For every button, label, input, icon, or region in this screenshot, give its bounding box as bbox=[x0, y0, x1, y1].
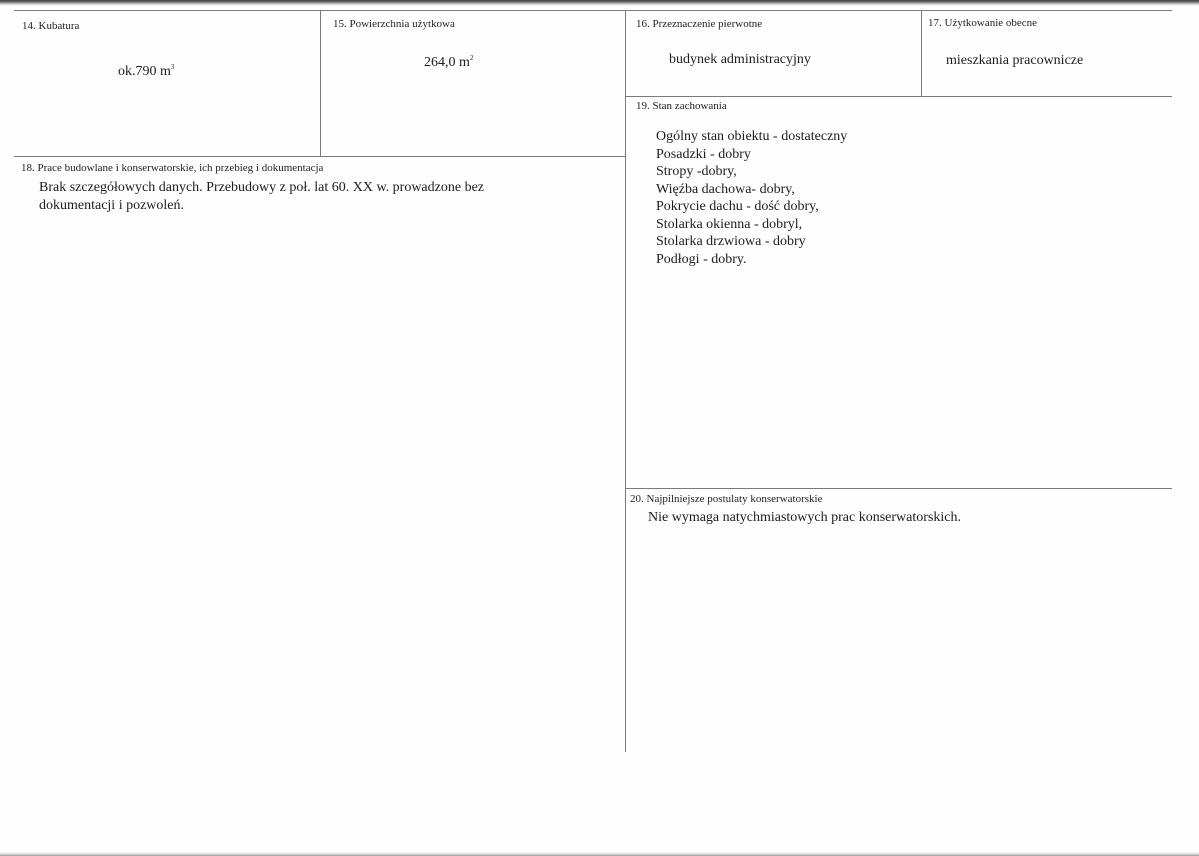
condition-item: Stolarka okienna - dobryl, bbox=[656, 216, 803, 232]
kubatura-value bbox=[118, 63, 174, 80]
postulaty-text: Nie wymaga natychmiastowych prac konserwatorskich. bbox=[648, 510, 961, 525]
kubatura-heading: 14. Kubatura bbox=[22, 20, 80, 32]
condition-item: Posadzki - dobry bbox=[656, 146, 751, 162]
uzytkowanie-heading: 17. Użytkowanie obecne bbox=[928, 17, 1038, 29]
powierzchnia-value-text: 264,0 m bbox=[424, 55, 470, 70]
kubatura-value-text: ok.790 m bbox=[118, 64, 171, 79]
postulaty-heading: 20. Najpilniejsze postulaty konserwatorskie bbox=[630, 493, 823, 505]
condition-item: Ogólny stan obiektu - dostateczny bbox=[656, 129, 848, 144]
form-top-border bbox=[14, 10, 1172, 11]
scan-edge-top bbox=[0, 0, 1199, 6]
condition-item: Podłogi - dobry. bbox=[656, 251, 747, 267]
uzytkowanie-value: mieszkania pracownicze bbox=[946, 53, 1084, 68]
divider-left-right-column bbox=[625, 10, 626, 752]
prace-heading: 18. Prace budowlane i konserwatorskie, ich przebieg i dokumentacja bbox=[21, 162, 324, 174]
divider-16-17 bbox=[921, 10, 922, 96]
condition-item: Stolarka drzwiowa - dobry bbox=[656, 234, 806, 249]
scan-edge-bottom bbox=[0, 852, 1199, 856]
divider-16-17-bottom bbox=[625, 96, 1172, 97]
kubatura-unit-exponent: 3 bbox=[170, 63, 175, 71]
powierzchnia-value bbox=[424, 54, 473, 71]
stan-condition-list bbox=[656, 128, 847, 268]
divider-14-15-bottom bbox=[14, 156, 625, 157]
prace-text: Brak szczegółowych danych. Przebudowy z poł. lat 60. XX w. prowadzone bez dokumentacji i pozwoleń. bbox=[39, 180, 485, 213]
divider-14-15 bbox=[320, 10, 321, 156]
powierzchnia-unit-exponent: 2 bbox=[469, 54, 474, 62]
condition-item: Stropy -dobry, bbox=[656, 164, 737, 179]
stan-heading: 19. Stan zachowania bbox=[636, 100, 727, 112]
powierzchnia-heading: 15. Powierzchnia użytkowa bbox=[333, 18, 455, 30]
przeznaczenie-heading: 16. Przeznaczenie pierwotne bbox=[636, 18, 763, 30]
przeznaczenie-value: budynek administracyjny bbox=[669, 52, 811, 67]
divider-19-20 bbox=[625, 488, 1172, 489]
condition-item: Więźba dachowa- dobry, bbox=[656, 181, 795, 197]
condition-item: Pokrycie dachu - dość dobry, bbox=[656, 199, 819, 214]
